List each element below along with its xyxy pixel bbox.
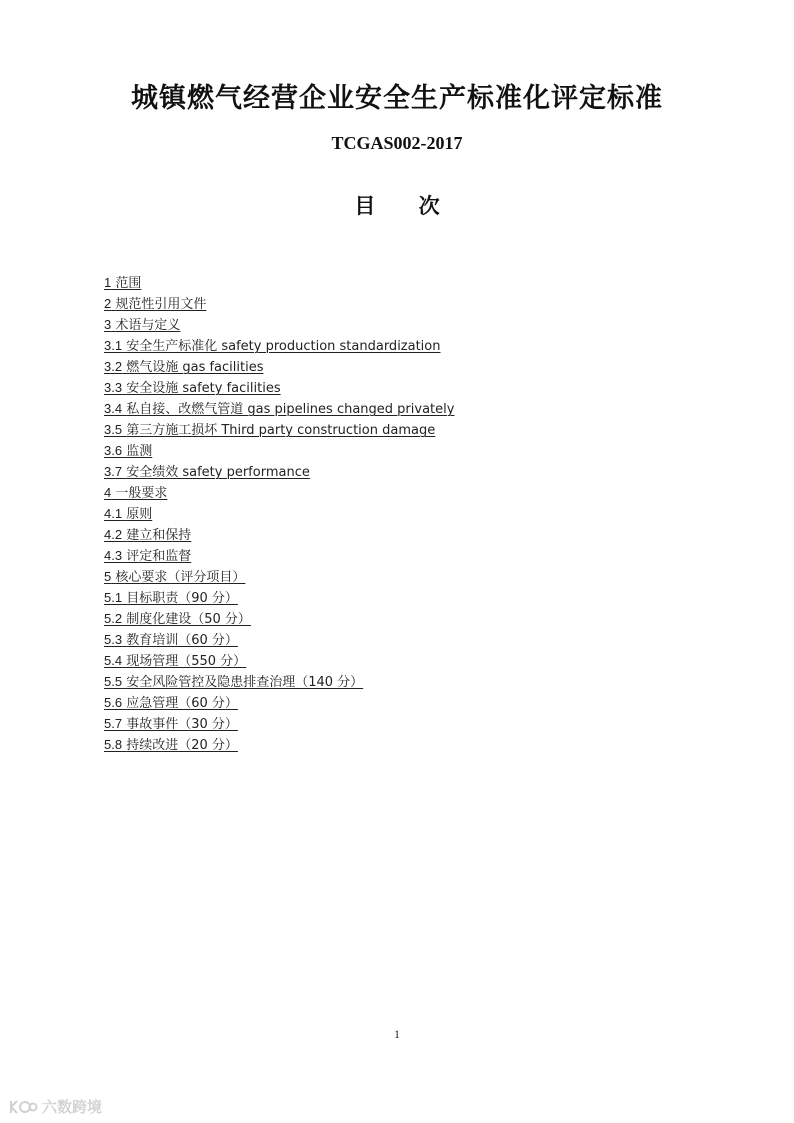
toc-text: 安全生产标准化 safety production standardization bbox=[126, 339, 441, 354]
toc-text: 安全设施 safety facilities bbox=[126, 381, 281, 396]
toc-link[interactable] bbox=[104, 633, 238, 648]
toc-link[interactable] bbox=[104, 360, 263, 375]
toc-item[interactable] bbox=[104, 587, 454, 608]
toc-number: 5.2 bbox=[104, 611, 123, 626]
toc-link[interactable] bbox=[104, 528, 191, 543]
toc-item[interactable] bbox=[104, 734, 454, 755]
toc-text: 燃气设施 gas facilities bbox=[126, 360, 264, 375]
toc-number: 4.1 bbox=[104, 506, 123, 521]
toc-item[interactable] bbox=[104, 272, 454, 293]
toc-text: 私自接、改燃气管道 gas pipelines changed privately bbox=[126, 402, 455, 417]
toc-item[interactable] bbox=[104, 713, 454, 734]
toc-number: 4 bbox=[104, 485, 112, 500]
toc-item[interactable] bbox=[104, 377, 454, 398]
toc-text: 应急管理（60 分） bbox=[126, 696, 238, 711]
toc-item[interactable] bbox=[104, 293, 454, 314]
toc-item[interactable] bbox=[104, 503, 454, 524]
toc-item[interactable] bbox=[104, 608, 454, 629]
toc-text: 持续改进（20 分） bbox=[126, 738, 238, 753]
toc-text: 安全绩效 safety performance bbox=[126, 465, 310, 480]
toc-link[interactable] bbox=[104, 738, 238, 753]
toc-text: 事故事件（30 分） bbox=[126, 717, 238, 732]
toc-link[interactable] bbox=[104, 276, 141, 291]
watermark-text: 六数跨境 bbox=[42, 1098, 103, 1116]
toc-link[interactable] bbox=[104, 696, 238, 711]
toc-text: 监测 bbox=[126, 444, 153, 459]
k-eye-logo-icon bbox=[8, 1098, 38, 1116]
toc-number: 5.8 bbox=[104, 737, 123, 752]
toc-number: 4.3 bbox=[104, 548, 123, 563]
toc-item[interactable] bbox=[104, 398, 454, 419]
toc-item[interactable] bbox=[104, 356, 454, 377]
toc-number: 4.2 bbox=[104, 527, 123, 542]
toc-link[interactable] bbox=[104, 570, 245, 585]
toc-text: 目标职责（90 分） bbox=[126, 591, 238, 606]
document-code: TCGAS002-2017 bbox=[331, 133, 463, 153]
toc-link[interactable] bbox=[104, 465, 310, 480]
toc-link[interactable] bbox=[104, 654, 246, 669]
toc-link[interactable] bbox=[104, 381, 281, 396]
toc-link[interactable] bbox=[104, 423, 435, 438]
toc-item[interactable] bbox=[104, 314, 454, 335]
document-title: 城镇燃气经营企业安全生产标准化评定标准 bbox=[131, 83, 663, 114]
toc-number: 3.5 bbox=[104, 422, 123, 437]
table-of-contents bbox=[104, 272, 454, 755]
toc-item[interactable] bbox=[104, 650, 454, 671]
toc-text: 评定和监督 bbox=[126, 549, 192, 564]
toc-number: 5.4 bbox=[104, 653, 123, 668]
toc-link[interactable] bbox=[104, 612, 251, 627]
toc-item[interactable] bbox=[104, 692, 454, 713]
toc-link[interactable] bbox=[104, 339, 441, 354]
toc-item[interactable] bbox=[104, 335, 454, 356]
toc-link[interactable] bbox=[104, 549, 191, 564]
toc-text: 原则 bbox=[126, 507, 153, 522]
toc-link[interactable] bbox=[104, 402, 454, 417]
toc-text: 范围 bbox=[115, 276, 142, 291]
toc-text: 建立和保持 bbox=[126, 528, 192, 543]
toc-link[interactable] bbox=[104, 318, 180, 333]
toc-number: 5.6 bbox=[104, 695, 123, 710]
toc-item[interactable] bbox=[104, 440, 454, 461]
toc-link[interactable] bbox=[104, 444, 152, 459]
toc-text: 制度化建设（50 分） bbox=[126, 612, 251, 627]
toc-text: 安全风险管控及隐患排查治理（140 分） bbox=[126, 675, 364, 690]
toc-link[interactable] bbox=[104, 591, 238, 606]
toc-item[interactable] bbox=[104, 482, 454, 503]
toc-text: 规范性引用文件 bbox=[115, 297, 207, 312]
toc-number: 5.1 bbox=[104, 590, 123, 605]
toc-item[interactable] bbox=[104, 671, 454, 692]
toc-item[interactable] bbox=[104, 629, 454, 650]
toc-text: 术语与定义 bbox=[115, 318, 181, 333]
toc-text: 现场管理（550 分） bbox=[126, 654, 247, 669]
page-number: 1 bbox=[394, 1027, 400, 1041]
toc-item[interactable] bbox=[104, 461, 454, 482]
toc-link[interactable] bbox=[104, 486, 167, 501]
toc-item[interactable] bbox=[104, 419, 454, 440]
toc-number: 3 bbox=[104, 317, 112, 332]
toc-link[interactable] bbox=[104, 507, 152, 522]
toc-text: 教育培训（60 分） bbox=[126, 633, 238, 648]
toc-number: 3.1 bbox=[104, 338, 123, 353]
toc-number: 3.7 bbox=[104, 464, 123, 479]
toc-number: 5.7 bbox=[104, 716, 123, 731]
toc-text: 第三方施工损坏 Third party construction damage bbox=[126, 423, 436, 438]
toc-item[interactable] bbox=[104, 566, 454, 587]
toc-number: 3.4 bbox=[104, 401, 123, 416]
toc-link[interactable] bbox=[104, 297, 206, 312]
toc-item[interactable] bbox=[104, 545, 454, 566]
toc-number: 5.5 bbox=[104, 674, 123, 689]
toc-number: 3.6 bbox=[104, 443, 123, 458]
toc-number: 3.2 bbox=[104, 359, 123, 374]
toc-text: 核心要求（评分项目） bbox=[115, 570, 246, 585]
toc-number: 2 bbox=[104, 296, 112, 311]
toc-item[interactable] bbox=[104, 524, 454, 545]
toc-link[interactable] bbox=[104, 675, 363, 690]
toc-heading: 目 次 bbox=[354, 194, 458, 218]
toc-link[interactable] bbox=[104, 717, 238, 732]
toc-text: 一般要求 bbox=[115, 486, 168, 501]
watermark bbox=[8, 1096, 102, 1117]
toc-number: 1 bbox=[104, 275, 112, 290]
toc-number: 3.3 bbox=[104, 380, 123, 395]
toc-number: 5.3 bbox=[104, 632, 123, 647]
toc-number: 5 bbox=[104, 569, 112, 584]
